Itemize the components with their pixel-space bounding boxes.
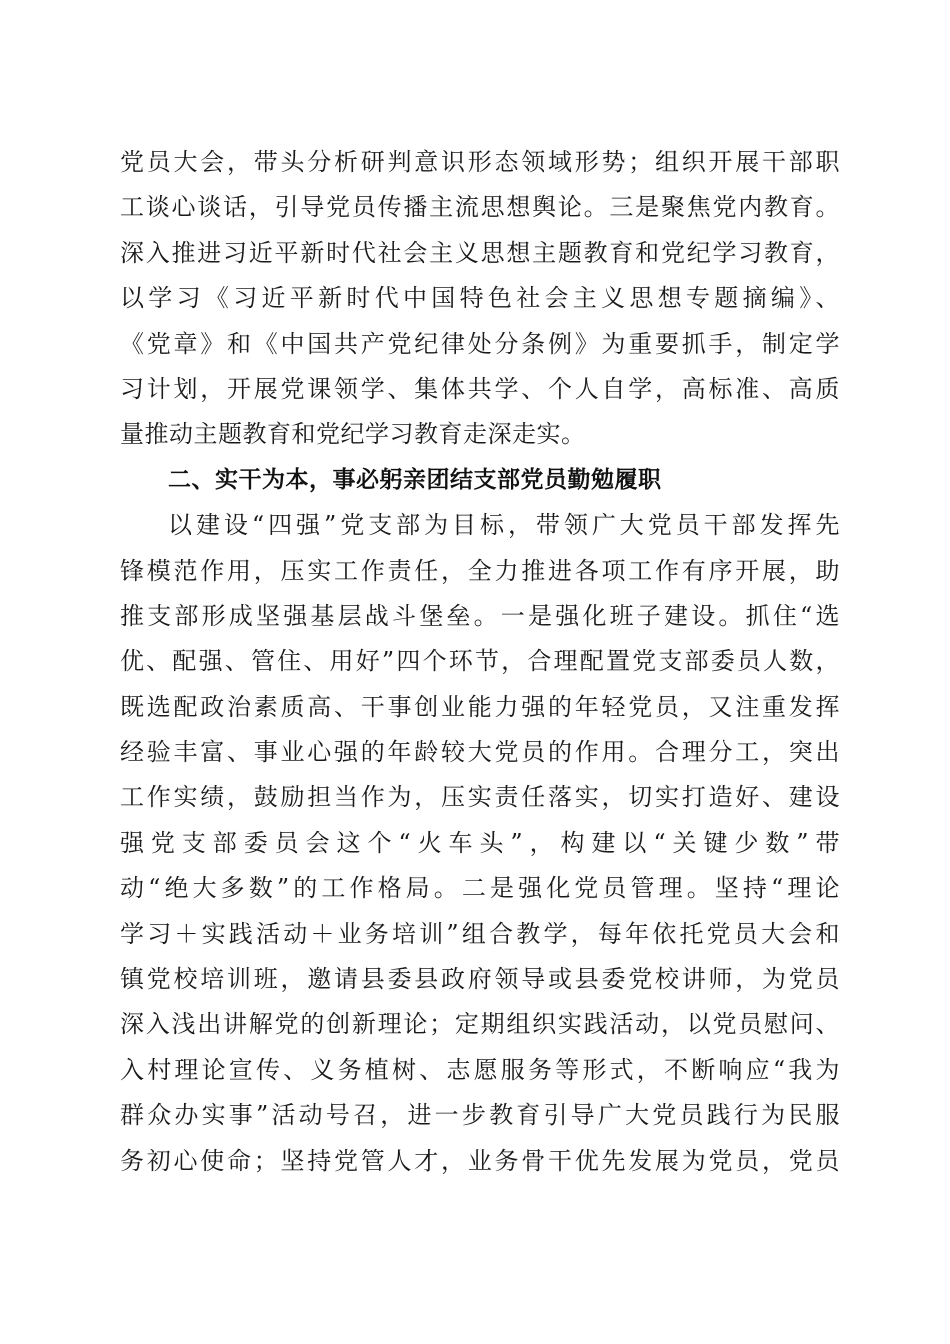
- paragraph-line: 务初心使命；坚持党管人才，业务骨干优先发展为党员，党员: [120, 1146, 840, 1175]
- paragraph-line: 推支部形成坚强基层战斗堡垒。一是强化班子建设。抓住“选: [120, 601, 840, 630]
- paragraph-line: 动“绝大多数”的工作格局。二是强化党员管理。坚持“理论: [120, 874, 840, 903]
- paragraph-line: 以建设“四强”党支部为目标，带领广大党员干部发挥先: [168, 511, 840, 540]
- paragraph-line: 群众办实事”活动号召，进一步教育引导广大党员践行为民服: [120, 1101, 840, 1130]
- paragraph-line: 优、配强、管住、用好”四个环节，合理配置党支部委员人数，: [120, 647, 840, 676]
- paragraph-line: 既选配政治素质高、干事创业能力强的年轻党员，又注重发挥: [120, 692, 840, 721]
- paragraph-line: 量推动主题教育和党纪学习教育走深走实。: [120, 420, 586, 449]
- paragraph-line: 深入推进习近平新时代社会主义思想主题教育和党纪学习教育，: [120, 238, 840, 267]
- section-heading: 二、实干为本，事必躬亲团结支部党员勤勉履职: [168, 466, 662, 493]
- paragraph-line: 镇党校培训班，邀请县委县政府领导或县委党校讲师，为党员: [120, 965, 840, 994]
- paragraph-line: 强党支部委员会这个“火车头”，构建以“关键少数”带: [120, 828, 840, 857]
- paragraph-line: 以学习《习近平新时代中国特色社会主义思想专题摘编》、: [120, 284, 840, 313]
- paragraph-line: 工作实绩，鼓励担当作为，压实责任落实，切实打造好、建设: [120, 783, 840, 812]
- paragraph-line: 经验丰富、事业心强的年龄较大党员的作用。合理分工，突出: [120, 738, 840, 767]
- paragraph-line: 深入浅出讲解党的创新理论；定期组织实践活动，以党员慰问、: [120, 1010, 840, 1039]
- paragraph-line: 学习＋实践活动＋业务培训”组合教学，每年依托党员大会和: [120, 919, 840, 948]
- document-body: [120, 140, 840, 1184]
- paragraph-line: 工谈心谈话，引导党员传播主流思想舆论。三是聚焦党内教育。: [120, 193, 840, 222]
- paragraph-line: 《党章》和《中国共产党纪律处分条例》为重要抓手，制定学: [120, 329, 840, 358]
- paragraph-line: 入村理论宣传、义务植树、志愿服务等形式，不断响应“我为: [120, 1055, 840, 1084]
- paragraph-line: 习计划，开展党课领学、集体共学、个人自学，高标准、高质: [120, 374, 840, 403]
- paragraph-line: 党员大会，带头分析研判意识形态领域形势；组织开展干部职: [120, 148, 840, 176]
- paragraph-line: 锋模范作用，压实工作责任，全力推进各项工作有序开展，助: [120, 556, 840, 585]
